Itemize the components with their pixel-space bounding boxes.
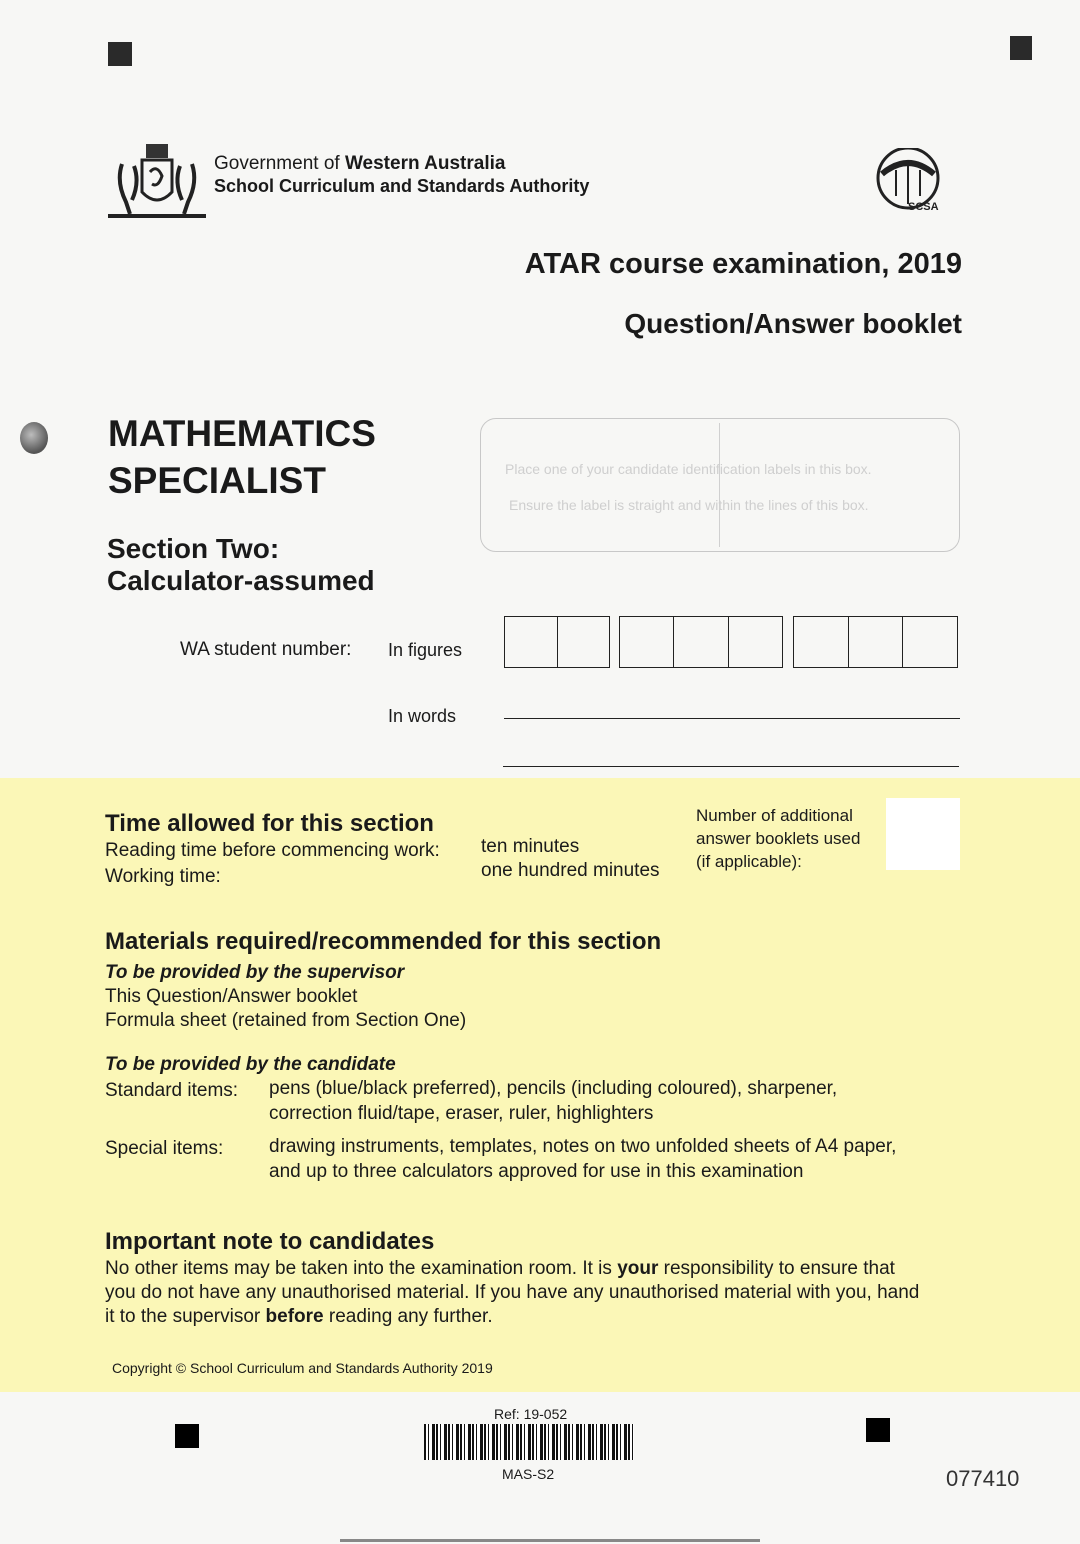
digit-box[interactable] [558, 617, 610, 667]
note-line-3 [105, 1305, 919, 1329]
scsa-logo [872, 148, 954, 214]
wa-crest-logo [106, 142, 208, 222]
standard-items-text [269, 1076, 837, 1126]
subject-line-2: SPECIALIST [108, 460, 326, 501]
reference-number: Ref: 19-052 [494, 1406, 568, 1422]
subject-line-1: MATHEMATICS [108, 413, 376, 454]
in-figures-label: In figures [388, 640, 463, 660]
candidate-number: 077410 [946, 1466, 1020, 1491]
important-note-text [105, 1257, 919, 1329]
student-number-label: WA student number: [180, 639, 352, 660]
punch-hole [20, 422, 48, 454]
supervisor-item-1: This Question/Answer booklet [105, 986, 358, 1007]
note-line-3c: reading any further. [323, 1306, 493, 1327]
exam-title: ATAR course examination, 2019 [524, 248, 962, 280]
subject-title [108, 410, 376, 504]
additional-booklets-box[interactable] [886, 798, 960, 870]
note-line-1 [105, 1257, 919, 1281]
label-box-guide-line [719, 423, 720, 547]
note-line-3a: it to the supervisor [105, 1306, 266, 1327]
barcode [424, 1424, 634, 1460]
candidate-heading: To be provided by the candidate [105, 1054, 396, 1075]
student-number-group-3[interactable] [793, 616, 958, 668]
special-items-label: Special items: [105, 1138, 224, 1159]
standard-items-label: Standard items: [105, 1080, 239, 1101]
additional-label-3: (if applicable): [696, 852, 802, 871]
bottom-edge-line [340, 1539, 760, 1542]
government-line [214, 153, 505, 175]
in-words-label: In words [388, 706, 457, 726]
student-number-group-1[interactable] [504, 616, 610, 668]
registration-mark-top-right [1010, 36, 1032, 60]
digit-box[interactable] [903, 617, 957, 667]
note-line-2: you do not have any unauthorised material. If you have any unauthorised material with you, hand [105, 1282, 920, 1303]
standard-items-line-2: correction fluid/tape, eraser, ruler, highlighters [269, 1103, 654, 1124]
note-line-1c: responsibility to ensure that [658, 1258, 895, 1279]
registration-mark-bottom-right [866, 1418, 890, 1442]
in-words-line-1[interactable] [504, 718, 960, 719]
time-heading: Time allowed for this section [105, 810, 434, 837]
additional-label-2: answer booklets used [696, 829, 861, 848]
student-number-group-2[interactable] [619, 616, 783, 668]
supervisor-item-2: Formula sheet (retained from Section One) [105, 1010, 467, 1031]
working-time-value: one hundred minutes [481, 860, 660, 881]
gov-prefix: Government of [214, 153, 345, 174]
registration-mark-top-left [108, 42, 132, 66]
digit-box[interactable] [674, 617, 728, 667]
standard-items-line-1: pens (blue/black preferred), pencils (including coloured), sharpener, [269, 1078, 838, 1099]
supervisor-heading: To be provided by the supervisor [105, 962, 405, 983]
additional-label-1: Number of additional [696, 806, 853, 825]
reading-time-value: ten minutes [481, 836, 580, 857]
reading-time-label: Reading time before commencing work: [105, 840, 440, 861]
digit-box[interactable] [505, 617, 558, 667]
important-note-heading: Important note to candidates [105, 1228, 435, 1255]
gov-name: Western Australia [344, 153, 506, 174]
materials-heading: Materials required/recommended for this section [105, 928, 662, 955]
additional-booklets-label [696, 804, 860, 873]
paper-code: MAS-S2 [502, 1466, 555, 1482]
candidate-label-box[interactable] [480, 418, 960, 552]
digit-box[interactable] [794, 617, 849, 667]
section-line-2: Calculator-assumed [107, 565, 375, 596]
registration-mark-bottom-left [175, 1424, 199, 1448]
special-items-line-2: and up to three calculators approved for use in this examination [269, 1161, 804, 1182]
note-emphasis-your: your [617, 1258, 659, 1279]
scsa-logo-text: SCSA [908, 201, 939, 213]
section-line-1: Section Two: [107, 533, 280, 564]
special-items-line-1: drawing instruments, templates, notes on two unfolded sheets of A4 paper, [269, 1136, 897, 1157]
note-line-1a: No other items may be taken into the examination room. It is [105, 1258, 618, 1279]
in-words-line-2[interactable] [503, 766, 959, 767]
authority-name: School Curriculum and Standards Authority [214, 176, 590, 196]
section-title [107, 533, 375, 597]
label-box-instruction-2: Ensure the label is straight and within the lines of this box. [509, 497, 869, 513]
copyright-text: Copyright © School Curriculum and Standards Authority 2019 [112, 1360, 493, 1376]
digit-box[interactable] [849, 617, 904, 667]
working-time-label: Working time: [105, 866, 221, 887]
digit-box[interactable] [620, 617, 674, 667]
special-items-text [269, 1134, 896, 1184]
booklet-title: Question/Answer booklet [624, 308, 962, 339]
label-box-instruction-1: Place one of your candidate identification labels in this box. [505, 461, 872, 477]
digit-box[interactable] [729, 617, 782, 667]
note-emphasis-before: before [265, 1306, 324, 1327]
